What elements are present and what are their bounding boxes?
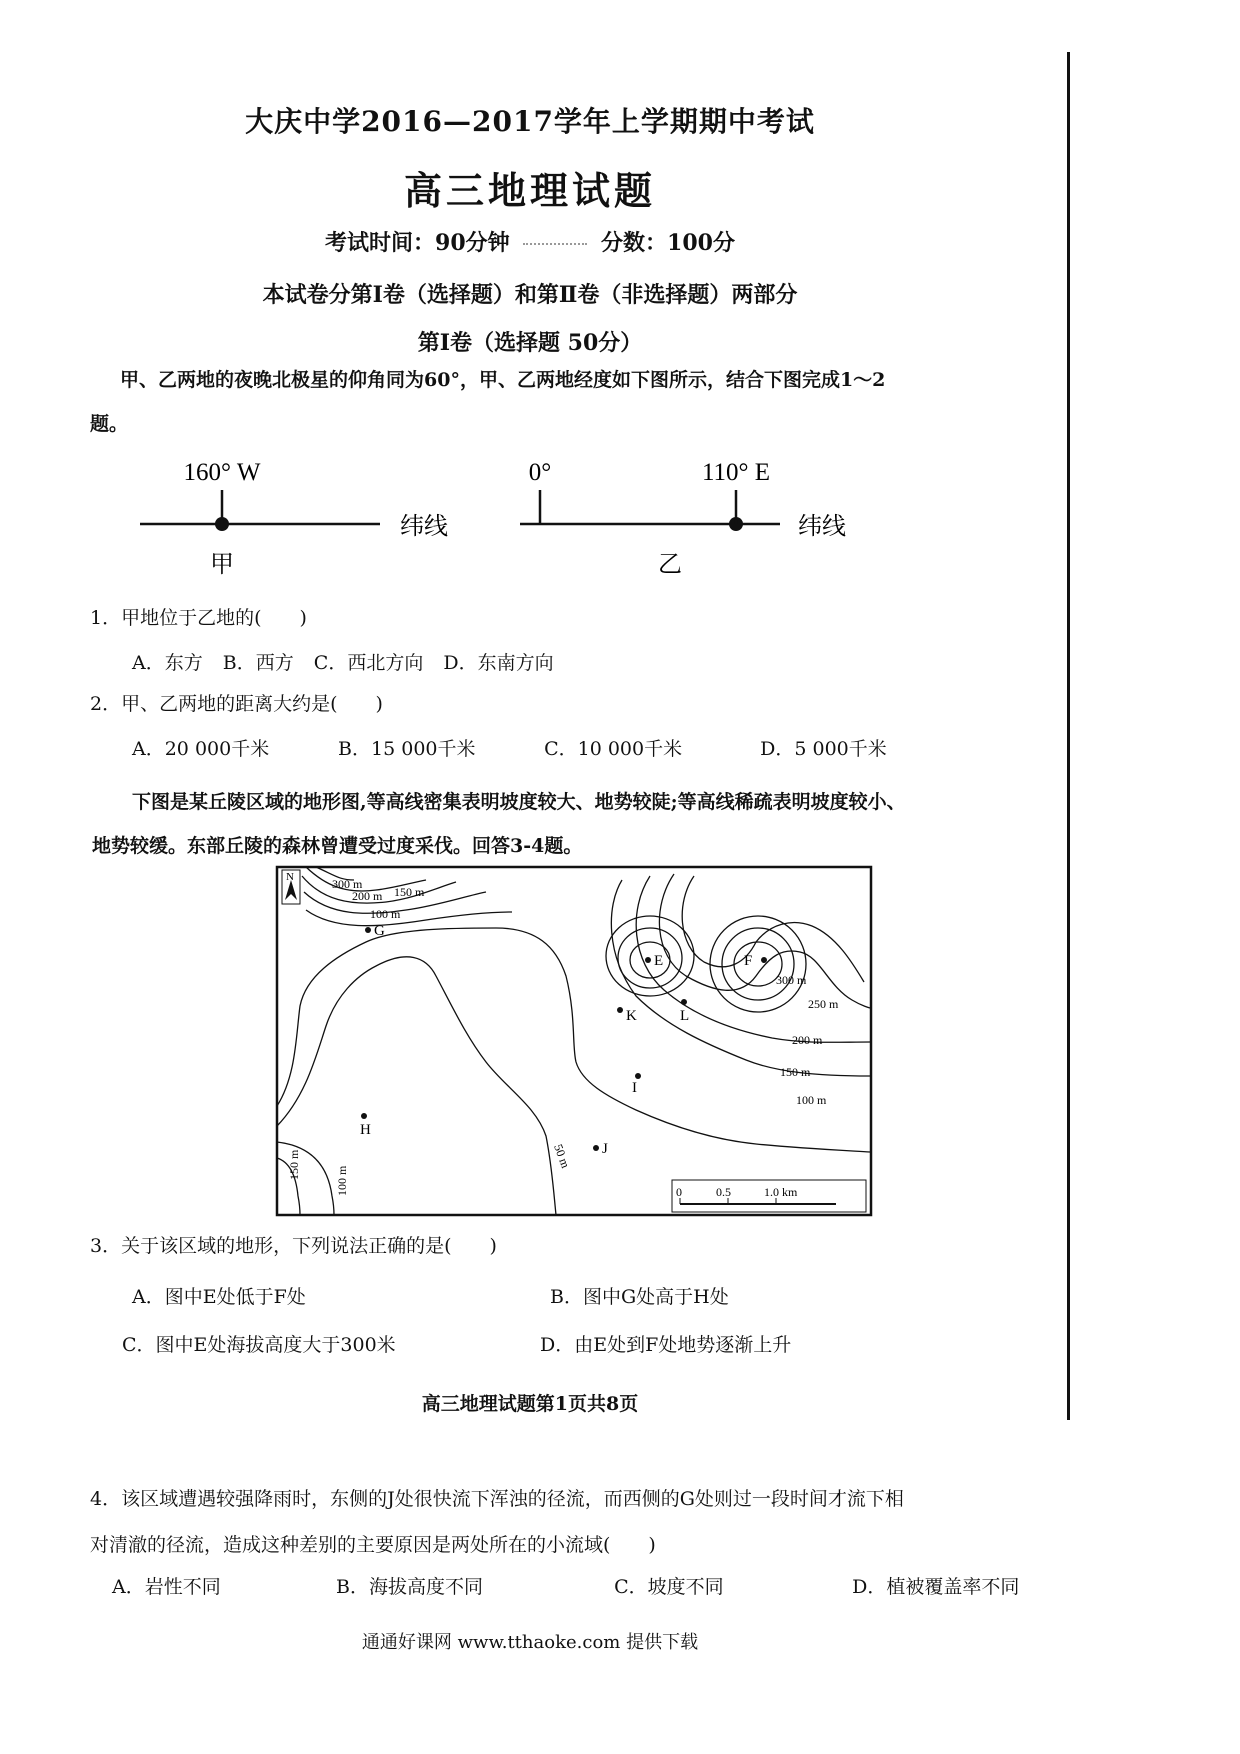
subject-title: 高三地理试题 — [403, 168, 656, 213]
intro2-line1: 下图是某丘陵区域的地形图,等高线密集表明坡度较大、地势较陡;等高线稀疏表明坡度较小、 — [132, 791, 906, 813]
place-label-yi: 乙 — [658, 552, 682, 578]
label-150-e: 150 m — [780, 1065, 811, 1079]
lon-label-160w: 160° W — [183, 459, 261, 486]
section-title: 第Ⅰ卷（选择题 50分） — [417, 330, 643, 356]
label-300-e: 300 m — [776, 973, 807, 987]
longitude-figure — [130, 450, 846, 580]
exam-title: 大庆中学2016—2017学年上学期期中考试 — [245, 105, 815, 138]
q1-option-d: D．东南方向 — [443, 652, 554, 674]
q1-options — [132, 648, 554, 675]
label-150-nw: 150 m — [394, 885, 425, 899]
q2-options — [132, 734, 1032, 761]
q4-option-c: C．坡度不同 — [614, 1576, 724, 1598]
question-1: 1．甲地位于乙地的( ) — [90, 607, 307, 629]
q3-option-a: A．图中E处低于F处 — [132, 1286, 306, 1308]
point-E: E — [654, 953, 664, 969]
scale-label-05: 0.5 — [716, 1185, 731, 1199]
question-3: 3．关于该区域的地形，下列说法正确的是( ) — [90, 1235, 497, 1257]
point-F: F — [744, 953, 753, 969]
exam-info — [0, 226, 1060, 257]
q2-option-a: A．20 000千米 — [132, 738, 270, 760]
question-2: 2．甲、乙两地的距离大约是( ) — [90, 693, 383, 715]
q3-option-d: D．由E处到F处地势逐渐上升 — [540, 1334, 792, 1356]
q1-option-a: A．东方 — [132, 652, 203, 674]
lon-label-0: 0° — [528, 459, 552, 486]
lon-label-110e: 110° E — [701, 459, 771, 486]
page-margin-rule — [1067, 52, 1070, 1420]
site-footer: 通通好课网 www.tthaoke.com 提供下载 — [361, 1632, 699, 1653]
q1-option-c: C．西北方向 — [313, 652, 424, 674]
label-250-e: 250 m — [808, 997, 839, 1011]
label-300-nw: 300 m — [332, 877, 363, 891]
q3-option-c: C．图中E处海拔高度大于300米 — [122, 1334, 396, 1356]
svg-text:N: N — [286, 871, 294, 883]
q4-option-a: A．岩性不同 — [112, 1576, 221, 1598]
latline-label-left: 纬线 — [400, 514, 448, 540]
q1-option-b: B．西方 — [222, 652, 294, 674]
q2-option-c: C．10 000千米 — [544, 738, 683, 760]
label-100-e: 100 m — [796, 1093, 827, 1107]
label-100-nw: 100 m — [370, 907, 401, 921]
q4-option-d: D．植被覆盖率不同 — [852, 1576, 1020, 1598]
intro-paragraph-1 — [92, 358, 1042, 446]
exam-description: 本试卷分第Ⅰ卷（选择题）和第Ⅱ卷（非选择题）两部分 — [262, 282, 798, 308]
exam-time: 考试时间：90分钟 — [325, 230, 510, 256]
label-50: 50 m — [551, 1142, 573, 1170]
scale-bar — [672, 1180, 866, 1212]
label-200-nw: 200 m — [352, 889, 383, 903]
q2-option-b: B．15 000千米 — [338, 738, 476, 760]
latline-label-right: 纬线 — [798, 514, 846, 540]
point-K: K — [626, 1008, 637, 1024]
question-4 — [90, 1476, 1050, 1568]
intro1-line1: 甲、乙两地的夜晚北极星的仰角同为60°，甲、乙两地经度如下图所示，结合下图完成1～2 — [120, 369, 886, 391]
scale-label-1km: 1.0 km — [764, 1185, 798, 1199]
intro-paragraph-2 — [92, 780, 1042, 868]
label-150-w: 150 m — [287, 1149, 301, 1180]
scale-label-0: 0 — [676, 1185, 682, 1199]
intro2-line2: 地势较缓。东部丘陵的森林曾遭受过度采伐。回答3-4题。 — [92, 835, 583, 857]
q4-line1: 4．该区域遭遇较强降雨时，东侧的J处很快流下浑浊的径流，而西侧的G处则过一段时间才流下相 — [90, 1488, 904, 1510]
q3-option-b: B．图中G处高于H处 — [550, 1286, 729, 1308]
point-G: G — [374, 923, 385, 939]
page-footer: 高三地理试题第1页共8页 — [421, 1393, 639, 1415]
point-J: J — [602, 1141, 608, 1157]
q4-options — [112, 1572, 1072, 1599]
exam-score: 分数：100分 — [601, 230, 735, 256]
point-H: H — [360, 1122, 371, 1138]
q2-option-d: D．5 000千米 — [760, 738, 887, 760]
intro1-line2: 题。 — [90, 413, 129, 435]
q4-line2: 对清澈的径流，造成这种差别的主要原因是两处所在的小流域( ) — [90, 1534, 656, 1556]
q4-option-b: B．海拔高度不同 — [336, 1576, 484, 1598]
place-label-jia: 甲 — [210, 552, 234, 578]
label-200-e: 200 m — [792, 1033, 823, 1047]
contour-map — [276, 866, 872, 1216]
point-L: L — [680, 1008, 690, 1024]
point-I: I — [632, 1080, 637, 1096]
label-100-w: 100 m — [335, 1165, 349, 1196]
